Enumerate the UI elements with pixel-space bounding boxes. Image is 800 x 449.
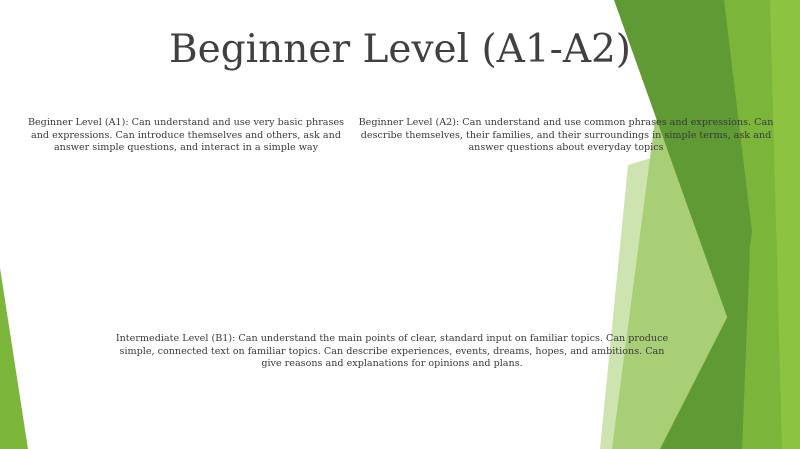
b1-description: Intermediate Level (B1): Can understand the main points of clear, standard input on familiar topics. Can produce simple, connected text on familiar topics. Can describe experiences, events, dreams, hopes, and ambitions. Can give reasons and explanations for opinions and plans. <box>115 333 669 370</box>
a2-description: Beginner Level (A2): Can understand and use common phrases and expressions. Can describe themselves, their families, and their surroundings in simple terms, ask and answer questions about everyday topics <box>358 117 774 154</box>
left-green-sliver <box>0 268 28 449</box>
a1-description: Beginner Level (A1): Can understand and use very basic phrases and expressions. Can introduce themselves and others, ask and answer simple questions, and interact in a simple way <box>27 117 345 154</box>
slide-title: Beginner Level (A1-A2) <box>168 27 632 72</box>
